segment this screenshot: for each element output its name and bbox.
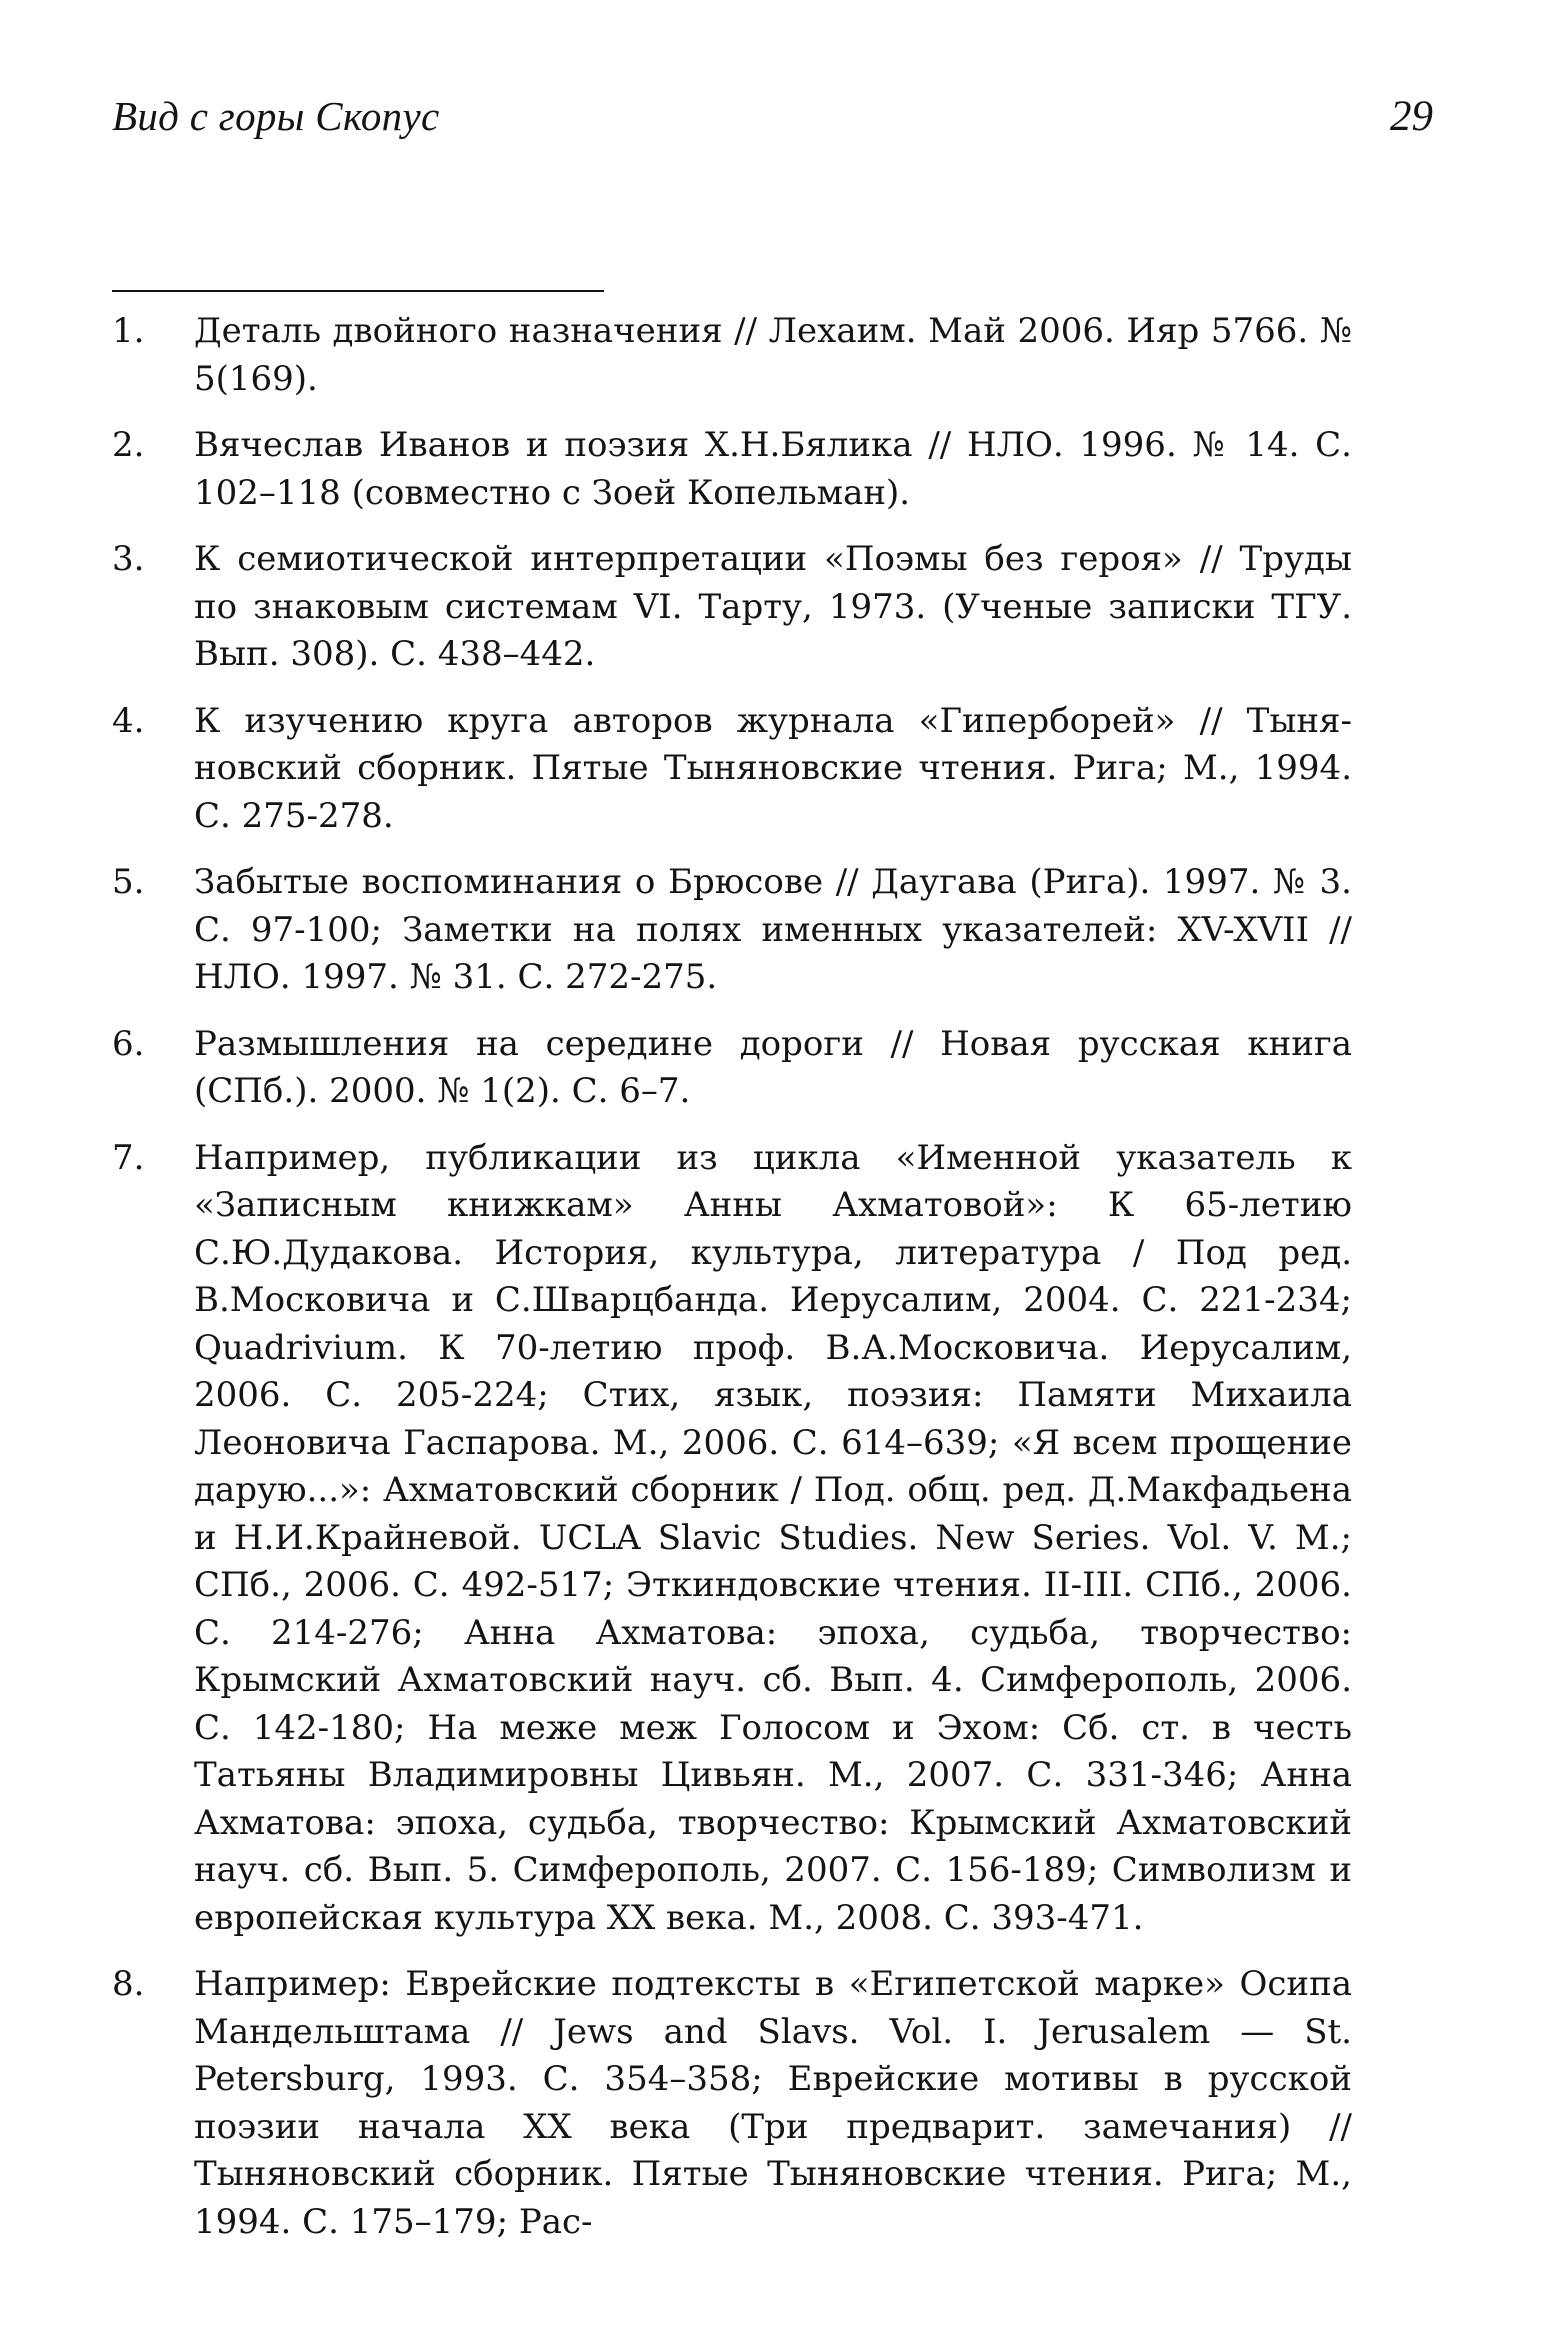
footnote-text: Вячеслав Иванов и поэзия Х.Н.Бялика // НЛО. 1996. № 14. С. 102–118 (совместно с Зоей Копельман).: [194, 425, 1352, 513]
footnote-text: К семиотической интерпретации «Поэмы без героя» // Труды по знаковым системам VI. Тарту, 1973. (Ученые записки ТГУ. Вып. 308). С. 438–442.: [194, 539, 1352, 674]
footnote-number: 1.: [112, 311, 145, 351]
footnote-7: [112, 1135, 1352, 1943]
footnote-8: [112, 1961, 1352, 2246]
footnote-number: 5.: [112, 862, 145, 902]
footnote-text: К изучению круга авторов журнала «Гиперборей» // Тыняновский сборник. Пятые Тыняновские чтения. Рига; М., 1994. С. 275-278.: [194, 700, 1352, 836]
footnote-1: [112, 308, 1352, 403]
page-number: 29: [1390, 93, 1433, 140]
footnote-text: Например, публикации из цикла «Именной указатель к «Записным книжкам» Анны Ахматовой»: К 65-летию С.Ю.Дудакова. История, культура, литература / Под ред. В.Московича и С.Шварцбанда. Иерусалим, 2004. С. 221-234; Quadrivium. К 70-летию проф. В.А.Московича. Иерусалим, 2006. С. 205-224; Стих, язык, поэзия: Памяти Михаила Леоновича Гаспарова. М., 2006. С. 614–639; «Я всем прощение дарую...»: Ахматовский сборник / Под. общ. ред. Д.Макфадьена и Н.И.Крайневой. UCLA Slavic Studies. New Series. Vol. V. M.; СПб., 2006. С. 492-517; Эткиндовские чтения. II-III. СПб., 2006. С. 214-276; Анна Ахматова: эпоха, судьба, творчество: Крымский Ахматовский науч. сб. Вып. 4. Симферополь, 2006. С. 142-180; На меже меж Голосом и Эхом: Сб. ст. в честь Татьяны Владимировны Цивьян. М., 2007. С. 331-346; Анна Ахматова: эпоха, судьба, творчество: Крымский Ахматовский науч. сб. Вып. 5. Симферополь, 2007. С. 156-189; Символизм и европейская культура XX века. М., 2008. С. 393-471.: [194, 1137, 1352, 1938]
footnote-5: [112, 859, 1352, 1002]
footnotes-list: [112, 308, 1352, 2265]
footnote-text: Забытые воспоминания о Брюсове // Даугава (Рига). 1997. № 3. С. 97-100; Заметки на полях именных указателей: XV-XVII // НЛО. 1997. № 31. С. 272-275.: [194, 862, 1352, 997]
footnote-number: 2.: [112, 425, 145, 465]
footnote-number: 8.: [112, 1964, 145, 2004]
footnote-number: 6.: [112, 1023, 145, 1064]
footnote-3: [112, 536, 1352, 679]
running-title: Вид с горы Скопус: [112, 93, 440, 139]
footnote-separator-rule: [112, 290, 604, 292]
footnote-2: [112, 422, 1352, 517]
footnote-text: Например: Еврейские подтексты в «Египетской марке» Осипа Мандельштама // Jews and Slavs. Vol. I. Jerusalem — St. Petersburg, 1993. С. 354–358; Еврейские мотивы в русской поэзии начала XX века (Три предварит. замечания) // Тыняновский сборник. Пятые Тыняновские чтения. Рига; М., 1994. С. 175–179; Рас-: [194, 1964, 1352, 2242]
footnote-6: [112, 1021, 1352, 1116]
footnote-number: 4.: [112, 700, 145, 741]
footnote-text: Размышления на середине дороги // Новая русская книга (СПб.). 2000. № 1(2). С. 6–7.: [194, 1023, 1352, 1111]
footnote-4: [112, 698, 1352, 841]
footnote-number: 7.: [112, 1137, 145, 1178]
footnote-number: 3.: [112, 539, 145, 579]
footnote-text: Деталь двойного назначения // Лехаим. Май 2006. Ияр 5766. № 5(169).: [194, 311, 1352, 399]
